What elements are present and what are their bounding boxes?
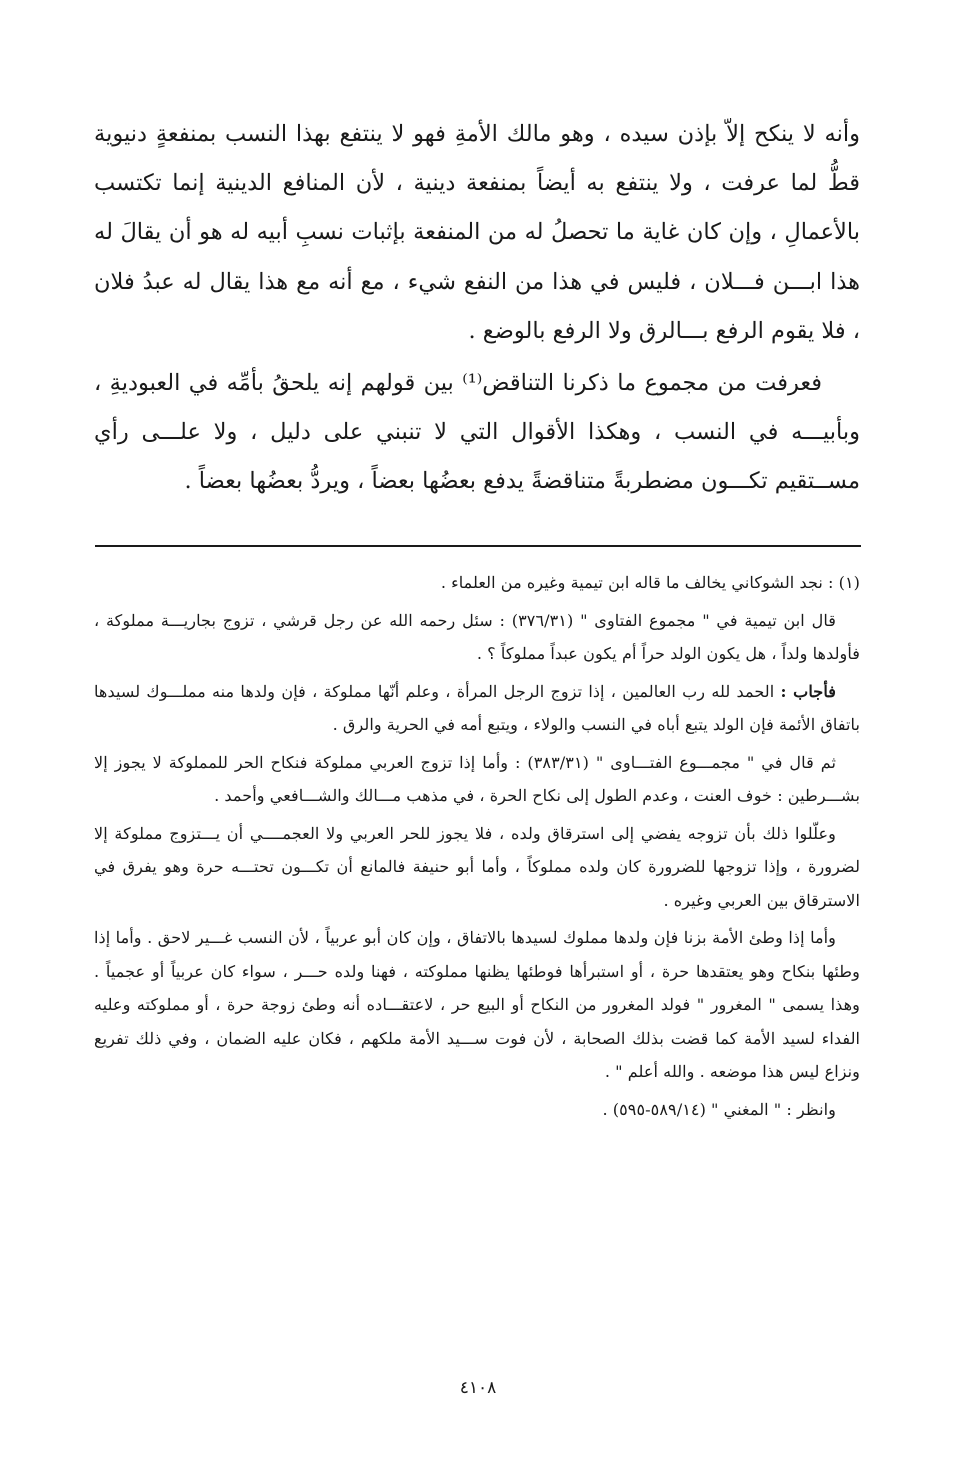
footnotes-section xyxy=(94,566,860,1126)
footnote-reference: وانظر : " المغني " (٥٨٩/١٤-٥٩٥) . xyxy=(602,1099,836,1119)
footnote-paragraph: قال ابن تيمية في " مجموع الفتاوى " (٣٧٦/٣١) : سئل رحمه الله عن رجل قرشي ، تزوج بجاريـــة مملوكة ، فأولدها ولداً ، هل يكون الولد حراً أم يكون عبداً مملوكاً ؟ . xyxy=(94,610,860,663)
footnote-paragraph: ثم قال في " مجمـــوع الفتـــاوى " (٣٨٣/٣١) : وأما إذا تزوج العربي مملوكة فنكاح الحر للمملوكة لا يجوز إلا بشـــرطين : خوف العنت ، وعدم الطول إلى نكاح الحرة ، في مذهب مـــالك والشـــافعي وأحمد . xyxy=(94,752,860,805)
page-number: ٤١٠٨ xyxy=(459,1378,497,1398)
answer-label: فأجاب : xyxy=(780,681,836,701)
main-text-body xyxy=(94,110,860,507)
answer-text: الحمد لله رب العالمين ، إذا تزوج الرجل المرأة ، وعلم أنّها مملوكة ، فإن ولدها منه مملـــوك لسيدها باتفاق الأئمة فإن الولد يتبع أباه في النسب والولاء ، ويتبع أمه في الحرية والرق . xyxy=(94,681,860,734)
main-paragraph: وأنه لا ينكح إلاّ بإذن سيده ، وهو مالك الأمةِ فهو لا ينتفع بهذا النسب بمنفعةٍ دنيوية قطُّ لما عرفت ، ولا ينتفع به أيضاً بمنفعة دينية ، لأن المنافع الدينية إنما تكتسب بالأعمالِ ، وإن كان غاية ما تحصلُ له من المنفعة بإثبات نسبِ أبيه له هو أن يقالَ له هذا ابـــن فـــلان ، فليس في هذا من النفع شيء ، مع أنه مع هذا يقال له عبدُ فلان ، فلا يقوم الرفع بـــالرق ولا الرفع بالوضع . xyxy=(94,121,860,344)
footnote-paragraph: وأما إذا وطئ الأمة بزنا فإن ولدها مملوك لسيدها بالاتفاق ، وإن كان أبو عربياً ، لأن النسب غـــير لاحق . وأما إذا وطئها بنكاح وهو يعتقدها حرة ، أو استبرأها فوطئها يظنها مملوكته ، فهنا ولده حـــر ، سواء كان عربياً أو عجمياً . وهذا يسمى " المغرور " فولد المغرور من النكاح أو البيع حر ، لاعتقـــاده أنه وطئ زوجة حرة ، أو مملوكته وعليه الفداء لسيد الأمة كما قضت بذلك الصحابة ، لأن فوت ســـيد الأمة ملكهم ، فكان عليه الضمان ، وفي ذلك تفريع ونزاع ليس هذا موضعه . والله أعلم " . xyxy=(94,928,860,1081)
footnote-heading: (١) : نجد الشوكاني يخالف ما قاله ابن تيمية وغيره من العلماء . xyxy=(440,573,860,592)
footnote-separator xyxy=(95,545,861,547)
footnote-answer-paragraph xyxy=(94,675,860,742)
footnote-paragraph: وعلّلوا ذلك بأن تزوجه يفضي إلى استرقاق ولده ، فلا يجوز للحر العربي ولا العجمــــي أن يـــتزوج مملوكة إلا لضرورة ، وإذا تزوجها للضرورة كان ولده مملوكاً ، وأما أبو حنيفة فالمانع أن تكـــون تحتـــه حرة وهو يفرق في الاسترقاق بين العربي وغيره . xyxy=(94,823,860,910)
main-paragraph: فعرفت من مجموع ما ذكرنا التناقض⁽¹⁾ بين قولهم إنه يلحقُ بأمِّه في العبوديةِ ، وبأبيـــه في النسب ، وهكذا الأقوال التي لا تنبني على دليل ، ولا علـــى رأي مســتقيم تكـــون مضطربةً متناقضةً يدفع بعضُها بعضاً ، ويردُّ بعضُها بعضاً . xyxy=(94,370,860,495)
